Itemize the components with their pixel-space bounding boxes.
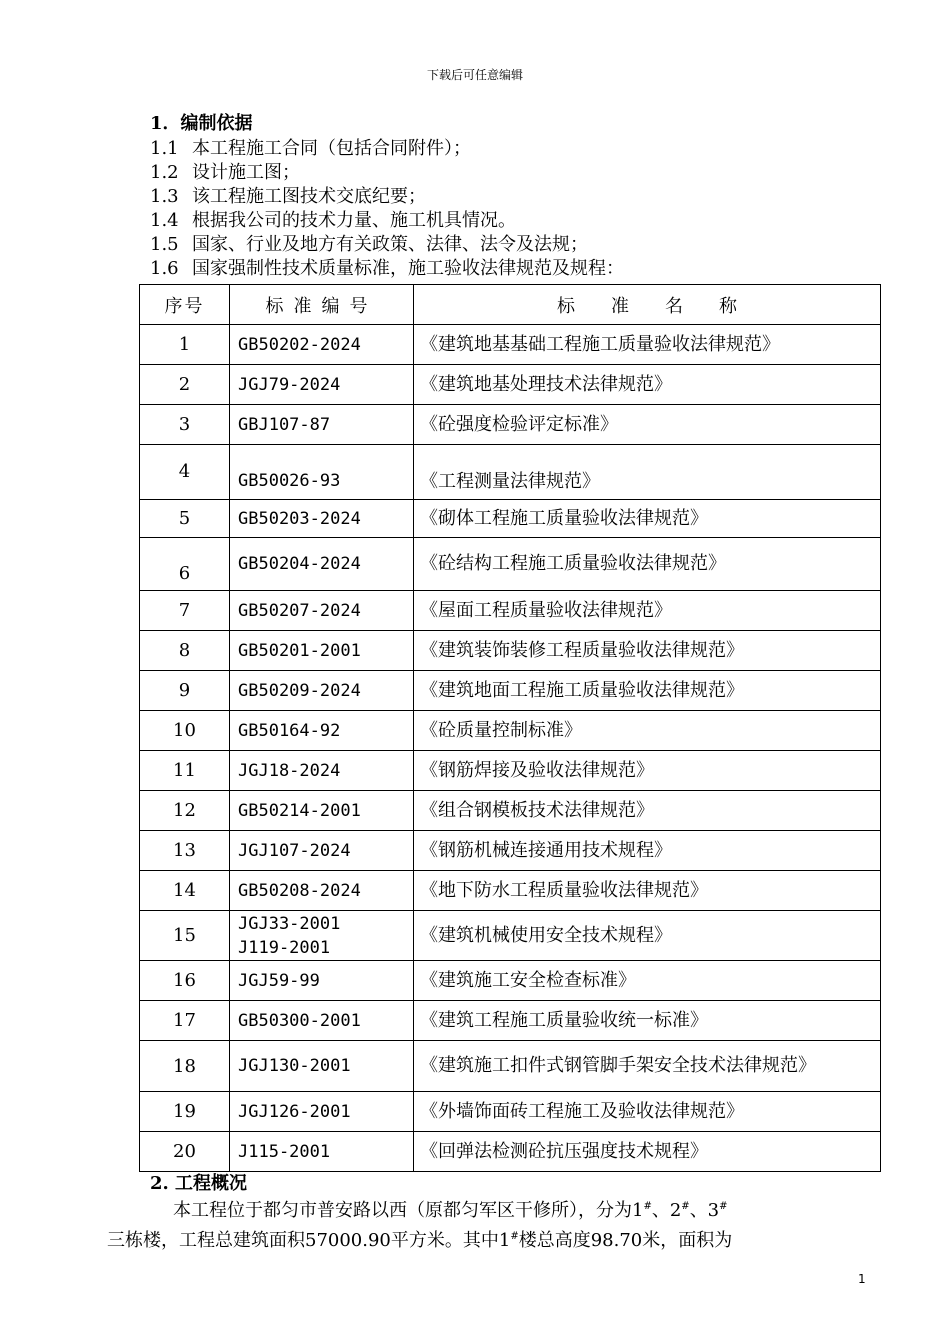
row-no: 10: [140, 711, 230, 751]
row-no: 6: [140, 538, 230, 591]
row-no: 16: [140, 961, 230, 1001]
basis-item-text: 国家强制性技术质量标准，施工验收法律规范及规程：: [192, 258, 624, 279]
standards-table: [139, 284, 881, 1172]
table-row: [140, 365, 881, 405]
row-name: 《建筑地基处理技术法律规范》: [414, 365, 881, 405]
table-row: [140, 325, 881, 365]
building-mark: #: [643, 1201, 652, 1212]
row-no: 14: [140, 871, 230, 911]
row-code: JGJ18-2024: [230, 751, 414, 791]
row-name: 《钢筋机械连接通用技术规程》: [414, 831, 881, 871]
row-no: 20: [140, 1132, 230, 1172]
building-mark: #: [719, 1201, 728, 1212]
table-row: [140, 445, 881, 500]
row-no: 15: [140, 911, 230, 961]
table-row: [140, 405, 881, 445]
row-no: 8: [140, 631, 230, 671]
row-name: 《砼质量控制标准》: [414, 711, 881, 751]
basis-item: [150, 185, 624, 209]
row-code: GB50164-92: [230, 711, 414, 751]
row-code: JGJ126-2001: [230, 1092, 414, 1132]
table-row: [140, 751, 881, 791]
row-code: JGJ107-2024: [230, 831, 414, 871]
row-name: 《砼强度检验评定标准》: [414, 405, 881, 445]
text-run: 、3: [689, 1200, 720, 1221]
table-row: [140, 631, 881, 671]
row-no: 9: [140, 671, 230, 711]
row-code: GB50208-2024: [230, 871, 414, 911]
table-row: [140, 911, 881, 961]
row-code-multi: [230, 911, 414, 961]
row-no: 12: [140, 791, 230, 831]
row-no: 13: [140, 831, 230, 871]
table-row: [140, 871, 881, 911]
row-name: 《建筑工程施工质量验收统一标准》: [414, 1001, 881, 1041]
row-no: 1: [140, 325, 230, 365]
basis-item-text: 本工程施工合同（包括合同附件）；: [192, 138, 471, 159]
row-name: 《外墙饰面砖工程施工及验收法律规范》: [414, 1092, 881, 1132]
paragraph-line: [107, 1194, 867, 1224]
table-row: [140, 831, 881, 871]
row-code: J115-2001: [230, 1132, 414, 1172]
basis-item-number: 1.1: [150, 138, 179, 159]
page-header: 下载后可任意编辑: [426, 68, 523, 82]
basis-item: [150, 137, 624, 161]
basis-item-number: 1.2: [150, 162, 179, 183]
row-name: 《屋面工程质量验收法律规范》: [414, 591, 881, 631]
text-run: 楼总高度98.70米，面积为: [518, 1230, 733, 1251]
basis-item-number: 1.6: [150, 258, 179, 279]
row-no: 11: [140, 751, 230, 791]
row-name: 《砼结构工程施工质量验收法律规范》: [414, 538, 881, 591]
table-row: [140, 711, 881, 751]
row-code: GB50300-2001: [230, 1001, 414, 1041]
row-code: JGJ59-99: [230, 961, 414, 1001]
table-row: [140, 1132, 881, 1172]
row-code: GB50204-2024: [230, 538, 414, 591]
table-row: [140, 671, 881, 711]
row-name: 《建筑机械使用安全技术规程》: [414, 911, 881, 961]
row-name: 《回弹法检测砼抗压强度技术规程》: [414, 1132, 881, 1172]
row-name: 《建筑施工安全检查标准》: [414, 961, 881, 1001]
row-name: 《建筑地面工程施工质量验收法律规范》: [414, 671, 881, 711]
text-run: 本工程位于都匀市普安路以西（原都匀军区干修所），分为1: [173, 1200, 644, 1221]
row-no: 17: [140, 1001, 230, 1041]
row-code: GB50203-2024: [230, 500, 414, 538]
table-row: [140, 1041, 881, 1092]
row-code: GB50026-93: [230, 445, 414, 500]
row-no: 18: [140, 1041, 230, 1092]
row-no: 19: [140, 1092, 230, 1132]
basis-item: [150, 161, 624, 185]
table-header-row: [140, 285, 881, 325]
paragraph-line: [107, 1224, 867, 1254]
section-2-title: 2. 工程概况: [150, 1173, 248, 1194]
basis-item: [150, 257, 624, 281]
row-code: JGJ79-2024: [230, 365, 414, 405]
basis-item: [150, 233, 624, 257]
basis-item-number: 1.5: [150, 234, 179, 255]
basis-item: [150, 209, 624, 233]
row-name: 《钢筋焊接及验收法律规范》: [414, 751, 881, 791]
row-no: 4: [140, 445, 230, 500]
row-no: 2: [140, 365, 230, 405]
row-code: GB50207-2024: [230, 591, 414, 631]
building-mark: #: [681, 1201, 690, 1212]
row-name: 《建筑施工扣件式钢管脚手架安全技术法律规范》: [414, 1041, 881, 1092]
basis-item-text: 该工程施工图技术交底纪要；: [192, 186, 426, 207]
table-row: [140, 791, 881, 831]
basis-item-number: 1.3: [150, 186, 179, 207]
row-name: 《砌体工程施工质量验收法律规范》: [414, 500, 881, 538]
row-code-secondary: J119-2001: [238, 937, 331, 958]
row-code: JGJ33-2001: [238, 913, 341, 934]
row-no: 5: [140, 500, 230, 538]
basis-item-text: 设计施工图；: [192, 162, 300, 183]
basis-item-text: 根据我公司的技术力量、施工机具情况。: [192, 210, 516, 231]
table-row: [140, 538, 881, 591]
row-no: 7: [140, 591, 230, 631]
table-row: [140, 591, 881, 631]
row-name: 《工程测量法律规范》: [414, 445, 881, 500]
text-run: 、2: [651, 1200, 682, 1221]
row-code: GB50202-2024: [230, 325, 414, 365]
page-number: 1: [858, 1272, 866, 1286]
row-code: GB50201-2001: [230, 631, 414, 671]
basis-item-text: 国家、行业及地方有关政策、法律、法令及法规；: [192, 234, 588, 255]
table-row: [140, 961, 881, 1001]
section-1-title: 1．编制依据: [150, 113, 253, 134]
row-code: GBJ107-87: [230, 405, 414, 445]
row-name: 《组合钢模板技术法律规范》: [414, 791, 881, 831]
header-name: 标准名称: [414, 285, 881, 325]
table-row: [140, 1092, 881, 1132]
table-row: [140, 1001, 881, 1041]
table-row: [140, 500, 881, 538]
basis-item-number: 1.4: [150, 210, 179, 231]
row-name: 《建筑地基基础工程施工质量验收法律规范》: [414, 325, 881, 365]
row-name: 《建筑装饰装修工程质量验收法律规范》: [414, 631, 881, 671]
project-overview-paragraph: [107, 1194, 867, 1254]
text-run: 三栋楼，工程总建筑面积57000.90平方米。其中1: [107, 1230, 511, 1251]
row-code: GB50209-2024: [230, 671, 414, 711]
row-no: 3: [140, 405, 230, 445]
row-code: GB50214-2001: [230, 791, 414, 831]
header-no: 序号: [140, 285, 230, 325]
basis-list: [150, 137, 624, 281]
row-name: 《地下防水工程质量验收法律规范》: [414, 871, 881, 911]
building-mark: #: [510, 1231, 519, 1242]
row-code: JGJ130-2001: [230, 1041, 414, 1092]
header-code: 标准编号: [230, 285, 414, 325]
